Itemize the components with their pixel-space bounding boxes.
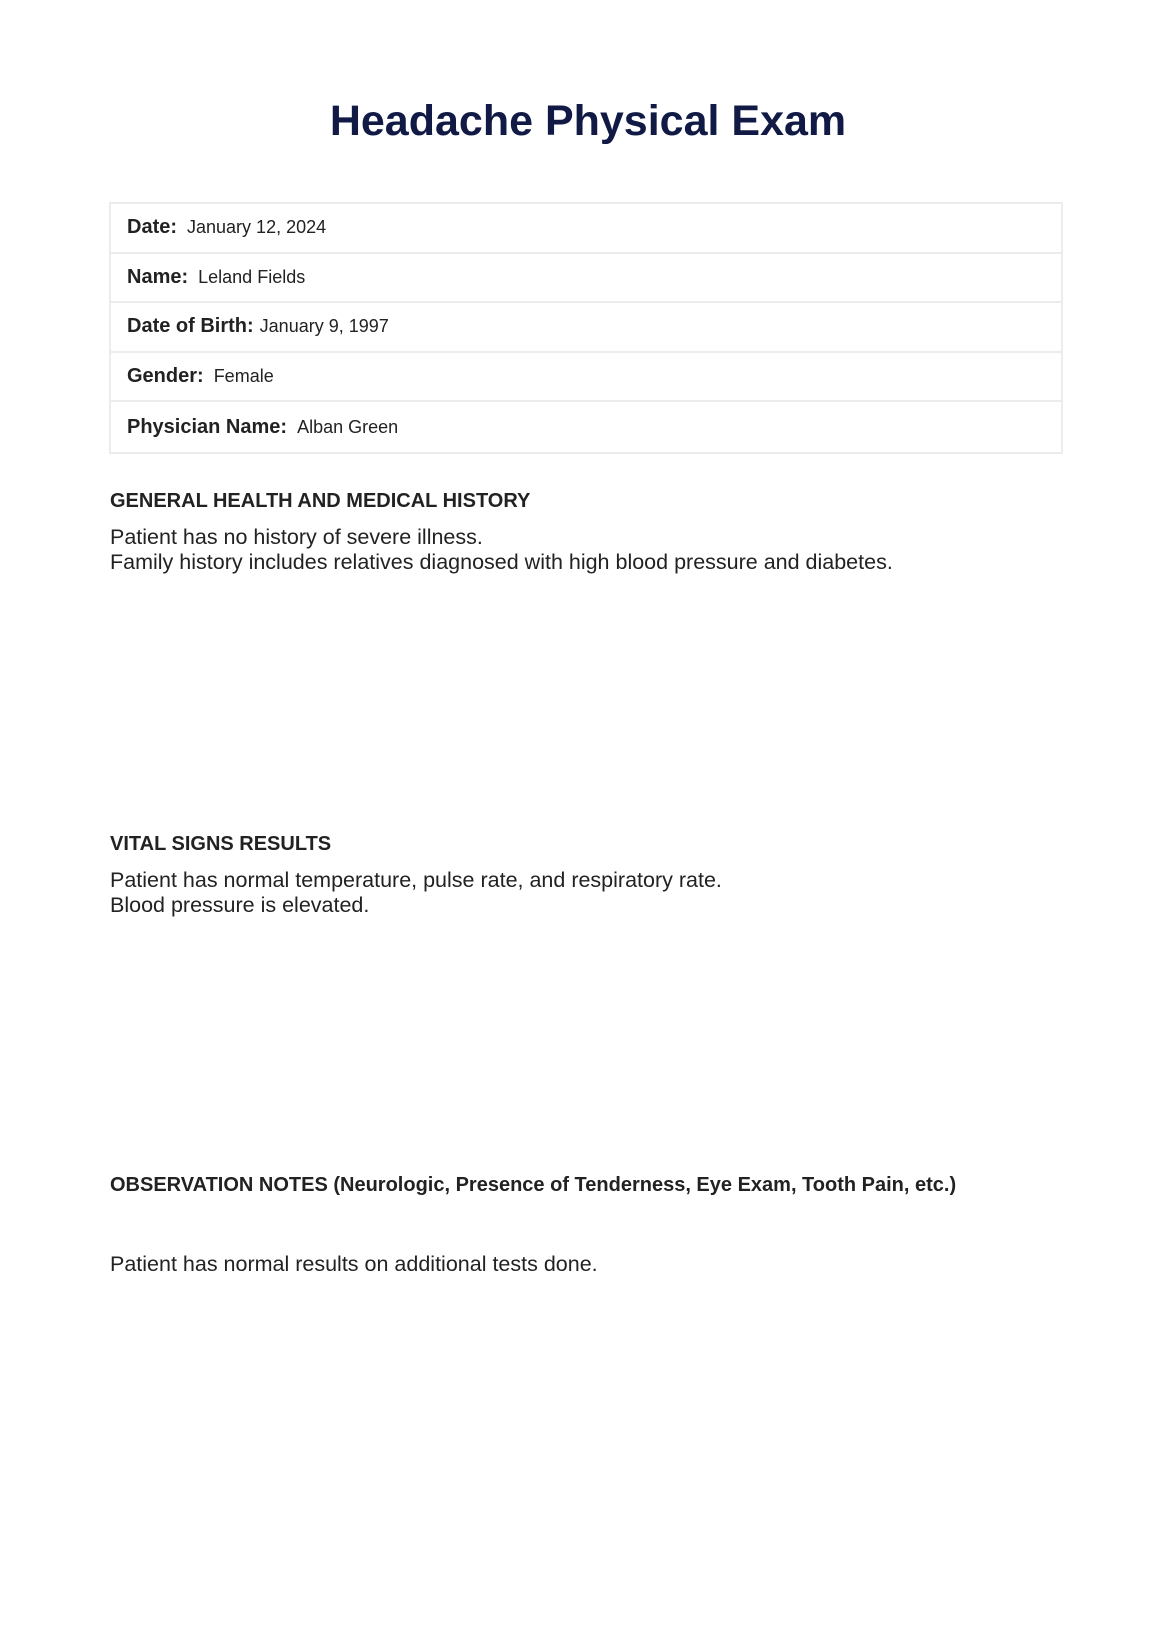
section-line: Patient has normal temperature, pulse rate, and respiratory rate.	[110, 868, 722, 892]
page-title: Headache Physical Exam	[329, 97, 847, 145]
info-label: Date of Birth:	[127, 315, 254, 338]
section-body-observation-notes	[110, 1252, 598, 1277]
info-value: Female	[213, 366, 274, 387]
section-heading-vital-signs: VITAL SIGNS RESULTS	[110, 833, 332, 855]
info-row-name	[111, 254, 1061, 304]
section-line: Patient has normal results on additional tests done.	[110, 1252, 598, 1276]
info-label: Date:	[127, 216, 178, 239]
section-line: Blood pressure is elevated.	[110, 893, 370, 917]
info-row-gender	[111, 353, 1061, 403]
section-body-vital-signs	[110, 868, 722, 918]
section-heading-general-health: GENERAL HEALTH AND MEDICAL HISTORY	[110, 490, 531, 512]
info-row-date	[111, 204, 1061, 254]
section-body-general-health	[110, 525, 893, 575]
patient-info-table	[109, 202, 1063, 454]
info-row-physician-name	[111, 402, 1061, 452]
info-row-date-of-birth	[111, 303, 1061, 353]
info-value: January 9, 1997	[259, 316, 389, 337]
section-heading-observation-notes: OBSERVATION NOTES (Neurologic, Presence of Tenderness, Eye Exam, Tooth Pain, etc.)	[110, 1174, 957, 1196]
info-label: Gender:	[127, 365, 204, 388]
info-label: Physician Name:	[127, 415, 288, 438]
section-line: Patient has no history of severe illness.	[110, 525, 483, 549]
info-value: January 12, 2024	[187, 217, 327, 238]
section-line: Family history includes relatives diagnosed with high blood pressure and diabetes.	[110, 550, 893, 574]
info-label: Name:	[127, 265, 189, 288]
info-value: Leland Fields	[198, 266, 306, 287]
info-value: Alban Green	[297, 416, 399, 437]
